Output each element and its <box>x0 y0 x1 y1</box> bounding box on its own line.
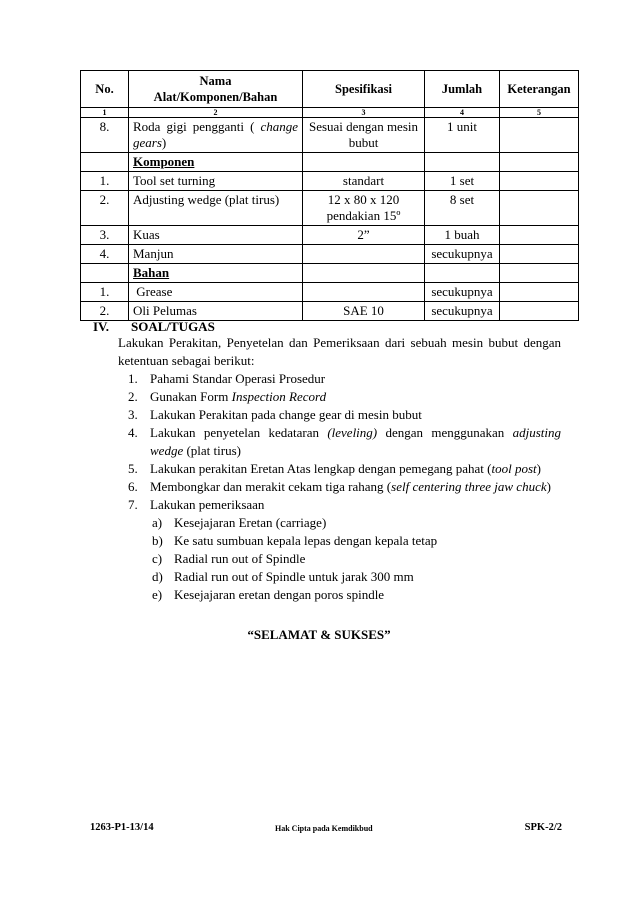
sub-list-item: a) Kesejajaran Eretan (carriage) <box>152 515 327 530</box>
equipment-table <box>80 70 579 321</box>
cell-nama-italic: change gears <box>133 119 298 150</box>
cell-no: 3. <box>81 226 129 245</box>
cell-nama: Adjusting wedge (plat tirus) <box>129 191 303 226</box>
cell-ket <box>500 302 579 321</box>
cell-no: 2. <box>81 302 129 321</box>
table-index-row <box>81 108 579 118</box>
task-list <box>118 370 561 604</box>
header-no: No. <box>81 71 129 108</box>
cell-jumlah: secukupnya <box>425 245 500 264</box>
table-row <box>81 191 579 226</box>
cell-nama: Tool set turning <box>129 172 303 191</box>
cell-no: 1. <box>81 172 129 191</box>
cell-jumlah: secukupnya <box>425 302 500 321</box>
cell-nama <box>129 118 303 153</box>
cell-ket <box>500 118 579 153</box>
header-spesifikasi: Spesifikasi <box>303 71 425 108</box>
sub-list-item: e) Kesejajaran eretan dengan poros spindle <box>152 587 385 602</box>
header-keterangan: Keterangan <box>500 71 579 108</box>
index-cell: 4 <box>425 108 500 118</box>
index-cell: 1 <box>81 108 129 118</box>
cell-jumlah: 1 buah <box>425 226 500 245</box>
cell-ket <box>500 245 579 264</box>
cell-spec-line2: pendakian 15º <box>326 208 401 223</box>
list-item: 6. Membongkar dan merakit cekam tiga rahang (self centering three jaw chuck) <box>128 479 551 494</box>
table-row <box>81 245 579 264</box>
header-nama-line1: Nama <box>199 74 232 88</box>
table-section-row <box>81 264 579 283</box>
cell-jumlah: secukupnya <box>425 283 500 302</box>
list-item: 2. Gunakan Form Inspection Record <box>128 389 327 404</box>
footer-page: SPK-2/2 <box>524 822 562 833</box>
cell-spec <box>303 118 425 153</box>
index-cell: 5 <box>500 108 579 118</box>
list-item: 5. Lakukan perakitan Eretan Atas lengkap dengan pemegang pahat (tool post) <box>128 461 541 476</box>
cell-spec: 2” <box>303 226 425 245</box>
table-row <box>81 283 579 302</box>
cell-nama: Grease <box>129 283 303 302</box>
cell-jumlah: 1 set <box>425 172 500 191</box>
sub-list-item: c) Radial run out of Spindle <box>152 551 306 566</box>
cell-ket <box>500 226 579 245</box>
section-heading-bahan: Bahan <box>129 264 303 283</box>
cell-nama: Manjun <box>129 245 303 264</box>
cell-nama-text: Roda gigi pengganti ( <box>133 119 255 134</box>
table-row <box>81 172 579 191</box>
index-cell: 2 <box>129 108 303 118</box>
cell-spec <box>303 283 425 302</box>
cell-no: 8. <box>81 118 129 153</box>
list-item: 4. Lakukan penyetelan kedataran (leveling) dengan menggunakan adjusting wedge (plat tirus) <box>128 425 561 458</box>
cell-nama-close: ) <box>161 135 167 150</box>
table-row <box>81 118 579 153</box>
section-number: IV. <box>93 319 110 334</box>
cell-spec <box>303 245 425 264</box>
section-heading-komponen: Komponen <box>129 153 303 172</box>
list-item: 1. Pahami Standar Operasi Prosedur <box>128 371 326 386</box>
header-jumlah: Jumlah <box>425 71 500 108</box>
closing-text: “SELAMAT & SUKSES” <box>247 627 391 642</box>
footer-code: 1263-P1-13/14 <box>90 822 154 833</box>
section-intro: Lakukan Perakitan, Penyetelan dan Pemeriksaan dari sebuah mesin bubut dengan ketentuan sebagai berikut: <box>118 335 561 368</box>
table-header-row <box>81 71 579 108</box>
cell-spec <box>303 191 425 226</box>
sub-list-item: d) Radial run out of Spindle untuk jarak 300 mm <box>152 569 414 584</box>
list-item: 7. Lakukan pemeriksaan <box>128 497 265 512</box>
cell-no: 2. <box>81 191 129 226</box>
cell-spec-line1: 12 x 80 x 120 <box>327 192 400 207</box>
cell-no: 1. <box>81 283 129 302</box>
cell-spec: SAE 10 <box>303 302 425 321</box>
section-title: SOAL/TUGAS <box>131 319 215 334</box>
cell-ket <box>500 172 579 191</box>
index-cell: 3 <box>303 108 425 118</box>
cell-no: 4. <box>81 245 129 264</box>
footer-copyright: Hak Cipta pada Kemdikbud <box>275 824 373 833</box>
header-nama <box>129 71 303 108</box>
cell-spec-line2: bubut <box>348 135 379 150</box>
table-row <box>81 302 579 321</box>
list-item: 3. Lakukan Perakitan pada change gear di mesin bubut <box>128 407 422 422</box>
cell-ket <box>500 191 579 226</box>
cell-nama: Kuas <box>129 226 303 245</box>
cell-ket <box>500 283 579 302</box>
cell-spec: standart <box>303 172 425 191</box>
cell-jumlah: 1 unit <box>425 118 500 153</box>
cell-spec-line1: Sesuai dengan mesin <box>308 119 419 134</box>
cell-nama: Oli Pelumas <box>129 302 303 321</box>
table-section-row <box>81 153 579 172</box>
table-row <box>81 226 579 245</box>
sub-list-item: b) Ke satu sumbuan kepala lepas dengan kepala tetap <box>152 533 438 548</box>
cell-jumlah: 8 set <box>425 191 500 226</box>
header-nama-line2: Alat/Komponen/Bahan <box>153 90 278 104</box>
